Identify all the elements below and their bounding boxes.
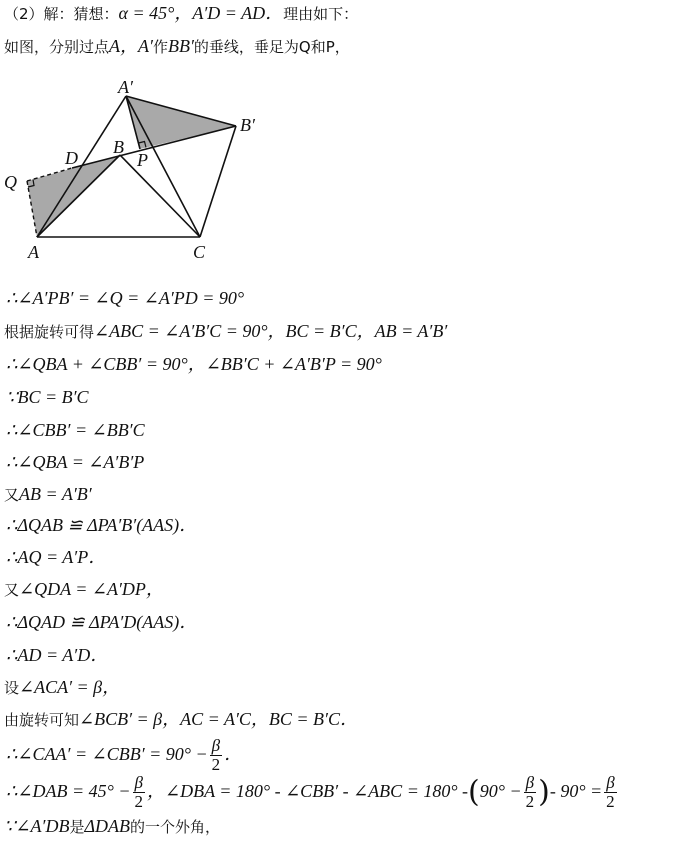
fraction-beta-over-2 [210, 737, 223, 774]
proof-line-9: ∴AQ = A′P． [6, 547, 107, 567]
proof-line-14 [4, 708, 358, 731]
close-paren: ) [538, 774, 550, 810]
fraction-beta-over-2 [133, 774, 146, 811]
line-2-a: 如图，分别过点 [4, 38, 110, 56]
proof-line-10-math: ∠QDA = ∠A′DP， [19, 579, 164, 599]
fraction-denominator: 2 [606, 792, 615, 811]
proof-line-7 [4, 483, 92, 506]
label-D: D [65, 148, 78, 168]
line-1-math: α = 45°，A′D = AD． [118, 3, 284, 23]
proof-line-17-b: 是 [69, 818, 85, 836]
label-C: C [193, 242, 206, 262]
fraction-beta-over-2 [604, 774, 617, 811]
line-2 [4, 35, 350, 58]
fraction-numerator: β [210, 737, 223, 756]
proof-line-15 [6, 734, 242, 775]
fraction-denominator: 2 [525, 792, 535, 811]
proof-line-17-c: ΔDAB [84, 816, 131, 836]
fraction-numerator: β [604, 774, 617, 793]
proof-line-12: ∴AD = A′D． [6, 645, 109, 665]
segment-B-prime-C [200, 126, 236, 237]
line-2-b: 作 [152, 38, 168, 56]
fraction-denominator: 2 [211, 755, 221, 774]
line-1-suffix: 理由如下： [283, 5, 359, 23]
proof-line-15-post: ． [224, 744, 243, 764]
proof-line-3: ∴∠QBA + ∠CBB′ = 90°，∠BB′C + ∠A′B′P = 90° [6, 354, 382, 374]
line-1 [4, 2, 358, 25]
proof-line-17 [4, 815, 220, 838]
proof-line-10-text: 又 [4, 581, 20, 599]
proof-line-13-math: ∠ACA′ = β， [19, 677, 121, 697]
proof-line-7-math: AB = A′B′ [19, 484, 92, 504]
label-Q: Q [4, 172, 17, 192]
proof-line-2-text: 根据旋转可得 [4, 323, 95, 341]
line-2-c: 的垂线，垂足为Q和P， [193, 38, 350, 56]
geometry-figure [0, 72, 290, 272]
proof-line-4: ∵BC = B′C [6, 387, 89, 407]
line-2-points: A，A′ [109, 36, 153, 56]
proof-line-17-a: ∵∠A′DB [4, 816, 70, 836]
shaded-triangle-right [126, 96, 236, 149]
proof-line-15-pre: ∴∠CAA′ = ∠CBB′ = 90° − [6, 744, 208, 764]
proof-line-16-a: ∴∠DAB = 45° − [6, 781, 131, 801]
proof-line-14-text: 由旋转可知 [4, 711, 80, 729]
proof-line-14-math: ∠BCB′ = β，AC = A′C，BC = B′C． [79, 709, 358, 729]
proof-line-5: ∴∠CBB′ = ∠BB′C [6, 420, 145, 440]
label-B-prime: B′ [240, 115, 255, 135]
fraction-denominator: 2 [134, 792, 144, 811]
line-2-segment: BB′ [167, 36, 194, 56]
proof-line-16 [6, 771, 619, 813]
proof-line-13 [4, 676, 120, 699]
proof-line-7-text: 又 [4, 486, 20, 504]
line-1-prefix: （2）解：猜想： [4, 5, 119, 23]
proof-line-16-d: - 90° = [549, 781, 603, 801]
label-A-prime: A′ [118, 77, 133, 97]
proof-line-2-math: ∠ABC = ∠A′B′C = 90°，BC = B′C，AB = A′B′ [94, 321, 448, 341]
proof-line-17-d: 的一个外角， [130, 818, 221, 836]
segment-AA-prime [37, 96, 126, 237]
proof-line-16-c: 90° − [479, 781, 522, 801]
proof-line-6: ∴∠QBA = ∠A′B′P [6, 452, 145, 472]
proof-line-2 [4, 320, 447, 343]
proof-line-11: ∴ΔQAD ≌ ΔPA′D(AAS)． [6, 612, 198, 632]
label-P: P [137, 150, 148, 170]
fraction-numerator: β [133, 774, 146, 793]
label-A: A [28, 242, 39, 262]
label-B: B [113, 137, 124, 157]
fraction-beta-over-2 [524, 774, 537, 811]
segment-BC [120, 155, 200, 237]
proof-line-13-text: 设 [4, 679, 20, 697]
proof-line-1: ∴∠A′PB′ = ∠Q = ∠A′PD = 90° [6, 288, 245, 308]
proof-line-16-b: ，∠DBA = 180° - ∠CBB′ - ∠ABC = 180° - [147, 781, 469, 801]
fraction-numerator: β [524, 774, 537, 793]
open-paren: ( [468, 774, 480, 810]
proof-line-10 [4, 578, 164, 601]
proof-line-8: ∴ΔQAB ≌ ΔPA′B′(AAS)． [6, 515, 198, 535]
